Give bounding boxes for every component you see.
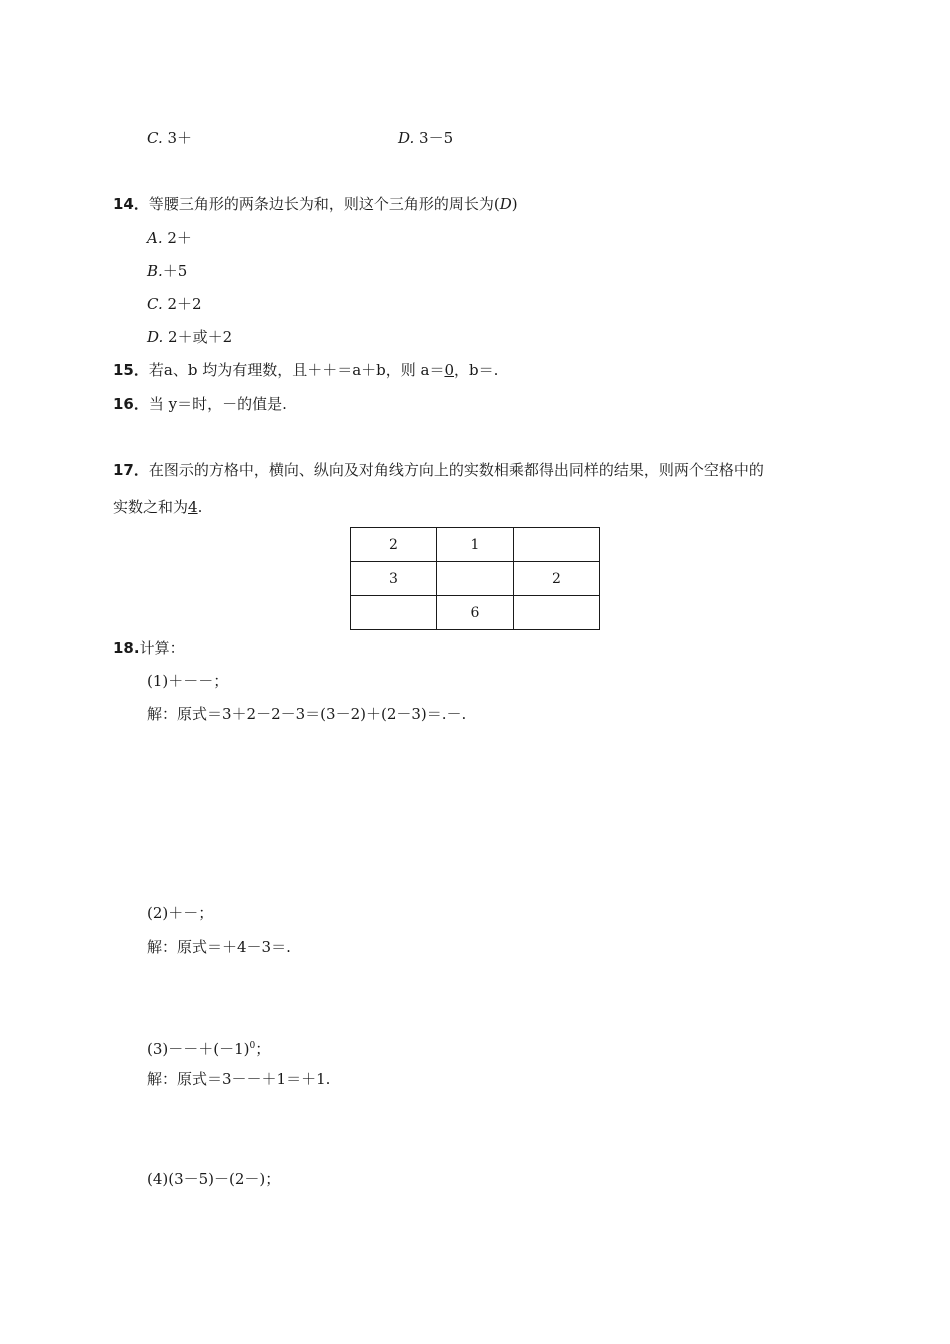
q16-stem — [113, 394, 287, 414]
magic-square-grid — [350, 527, 600, 630]
q15-stem — [113, 360, 498, 380]
q14-stem — [113, 194, 518, 214]
option-letter: B. — [147, 262, 163, 280]
question-text-end: ，b＝. — [454, 361, 499, 379]
q14-option-a — [147, 228, 192, 248]
question-number: 16． — [113, 395, 149, 413]
question-text-end: . — [197, 498, 203, 516]
question-number: 14． — [113, 195, 149, 213]
option-text: 2＋ — [167, 229, 192, 247]
answer-text: 4 — [188, 498, 198, 516]
question-number: 15． — [113, 361, 149, 379]
grid-cell — [437, 562, 514, 596]
q17-stem — [113, 460, 764, 480]
question-number: 18. — [113, 639, 140, 657]
question-text: 若a、b 均为有理数，且＋＋＝a＋b，则 a＝ — [148, 361, 445, 379]
question-text: 等腰三角形的两条边长为和，则这个三角形的周长为( — [148, 195, 500, 213]
option-text: 3＋ — [167, 129, 193, 147]
question-text: 当 y＝时，－的值是. — [148, 395, 287, 413]
option-letter: A. — [147, 229, 163, 247]
grid-cell: 3 — [351, 562, 437, 596]
grid-cell — [514, 528, 600, 562]
grid-cell — [351, 596, 437, 630]
q18-part2-solution: 解：原式＝＋4－3＝. — [147, 938, 291, 956]
question-text-end: ) — [511, 195, 518, 213]
grid-cell: 2 — [514, 562, 600, 596]
q18-part3-problem — [147, 1036, 270, 1059]
q14-option-d — [147, 327, 232, 347]
q13-option-c — [147, 128, 192, 148]
question-text: 实数之和为 — [113, 498, 189, 516]
option-letter: C. — [147, 295, 163, 313]
q18-part2-problem: (2)＋－； — [147, 904, 214, 922]
q14-option-b — [147, 261, 187, 281]
grid-row — [351, 528, 600, 562]
q14-option-c — [147, 294, 202, 314]
option-text: ＋5 — [162, 262, 188, 280]
problem-text-end: ； — [255, 1040, 271, 1058]
exponent: 0 — [249, 1041, 256, 1051]
q18-title — [113, 638, 185, 658]
grid-cell: 2 — [351, 528, 437, 562]
q18-part4-problem: (4)(3－5)－(2－)； — [147, 1170, 281, 1188]
question-text: 计算： — [139, 639, 185, 657]
q17-stem-line2 — [113, 497, 202, 517]
problem-text: (3)－－＋(－1) — [147, 1040, 250, 1058]
grid-row — [351, 562, 600, 596]
grid-cell: 1 — [437, 528, 514, 562]
q18-part3-solution: 解：原式＝3－－＋1＝＋1. — [147, 1070, 331, 1088]
question-text: 在图示的方格中，横向、纵向及对角线方向上的实数相乘都得出同样的结果，则两个空格中的 — [148, 461, 764, 479]
option-letter: C. — [147, 129, 163, 147]
option-text: 3－5 — [419, 129, 454, 147]
q13-option-d — [398, 128, 453, 148]
grid-cell: 6 — [437, 596, 514, 630]
option-text: 2＋或＋2 — [168, 328, 233, 346]
q18-part1-solution: 解：原式＝3＋2－2－3＝(3－2)＋(2－3)＝.－. — [147, 705, 467, 723]
q18-part1-problem: (1)＋－－； — [147, 672, 229, 690]
option-letter: D. — [147, 328, 164, 346]
question-number: 17． — [113, 461, 149, 479]
answer-text: D — [499, 195, 512, 213]
grid-cell — [514, 596, 600, 630]
option-letter: D. — [398, 129, 415, 147]
grid-row — [351, 596, 600, 630]
option-text: 2＋2 — [167, 295, 202, 313]
answer-text: 0 — [444, 361, 454, 379]
